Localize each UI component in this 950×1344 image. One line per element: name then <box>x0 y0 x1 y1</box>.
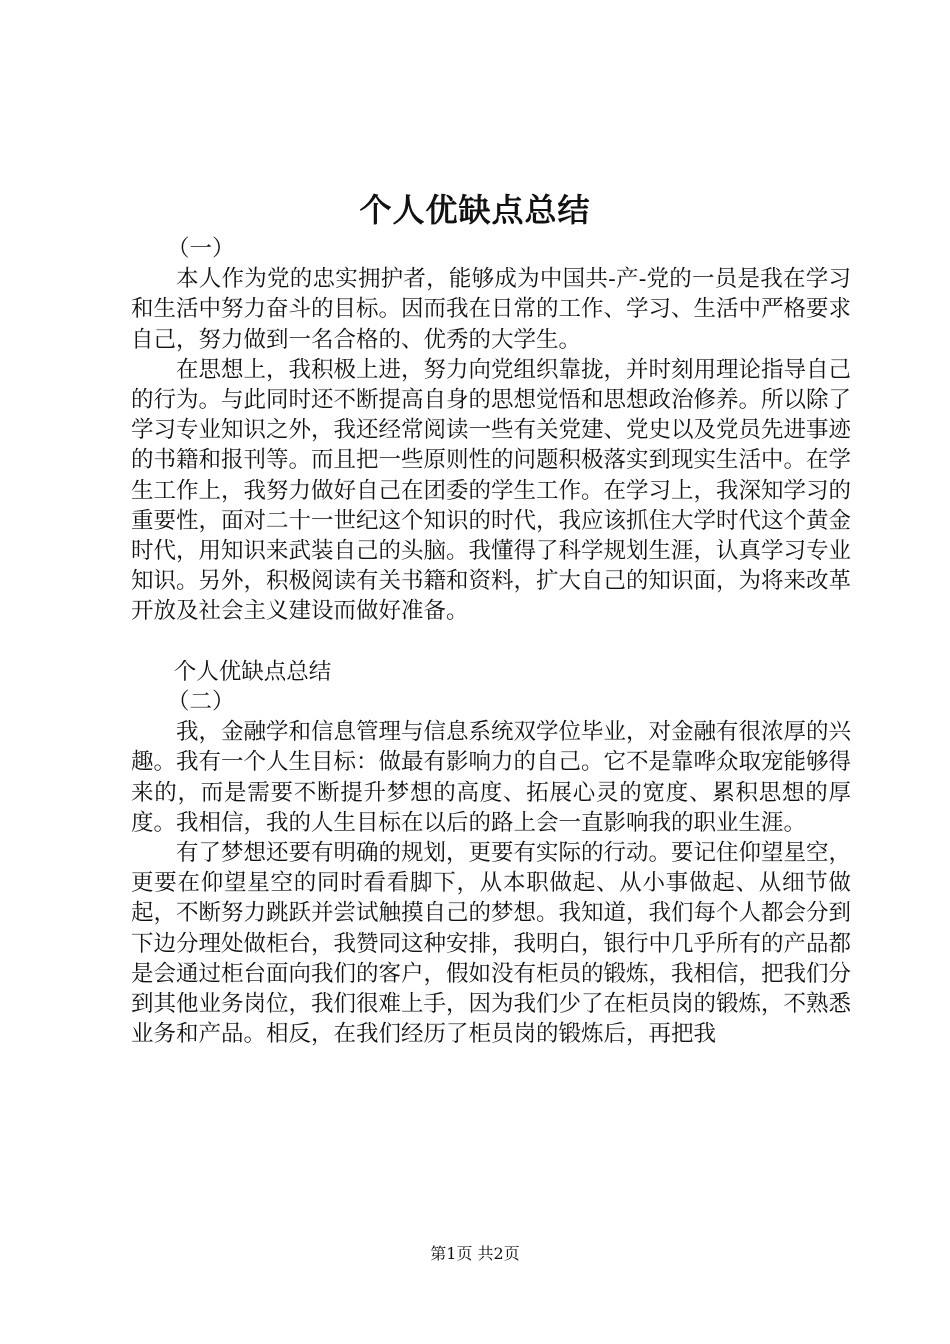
section-2-paragraph-1: 我，金融学和信息管理与信息系统双学位毕业，对金融有很浓厚的兴趣。我有一个人生目标：做最有影响力的自己。它不是靠哗众取宠能够得来的，而是需要不断提升梦想的高度、拓展心灵的宽度、累积思想的厚度。我相信，我的人生目标在以后的路上会一直影响我的职业生涯。 <box>131 719 852 836</box>
page-footer: 第1页 共2页 <box>430 1244 520 1263</box>
blank-line <box>131 627 851 657</box>
section-1-paragraph-2: 在思想上，我积极上进，努力向党组织靠拢，并时刻用理论指导自己的行为。与此同时还不断提高自身的思想觉悟和思想政治修养。所以除了学习专业知识之外，我还经常阅读一些有关党建、党史以及党员先进事迹的书籍和报刊等。而且把一些原则性的问题积极落实到现实生活中。在学生工作上，我努力做好自己在团委的学生工作。在学习上，我深知学习的重要性，面对二十一世纪这个知识的时代，我应该抓住大学时代这个黄金时代，用知识来武装自己的头脑。我懂得了科学规划生涯，认真学习专业知识。另外，积极阅读有关书籍和资料，扩大自己的知识面，为将来改革开放及社会主义建设而做好准备。 <box>131 356 852 625</box>
document-title: 个人优缺点总结 <box>359 191 591 229</box>
section-2-heading: 个人优缺点总结 <box>173 658 332 685</box>
section-1-paragraph-1: 本人作为党的忠实拥护者，能够成为中国共-产-党的一员是我在学习和生活中努力奋斗的目标。因而我在日常的工作、学习、生活中严格要求自己，努力做到一名合格的、优秀的大学生。 <box>131 266 852 353</box>
section-2-number: （二） <box>167 689 235 716</box>
document-body <box>131 234 851 1049</box>
section-2-paragraph-2: 有了梦想还要有明确的规划，更要有实际的行动。要记住仰望星空，更要在仰望星空的同时看看脚下，从本职做起、从小事做起、从细节做起，不断努力跳跃并尝试触摸自己的梦想。我知道，我们每个人都会分到下边分理处做柜台，我赞同这种安排，我明白，银行中几乎所有的产品都是会通过柜台面向我们的客户，假如没有柜员的锻炼，我相信，把我们分到其他业务岗位，我们很难上手，因为我们少了在柜员岗的锻炼，不熟悉业务和产品。相反，在我们经历了柜员岗的锻炼后，再把我 <box>131 840 852 1048</box>
section-1-number: （一） <box>167 236 235 262</box>
